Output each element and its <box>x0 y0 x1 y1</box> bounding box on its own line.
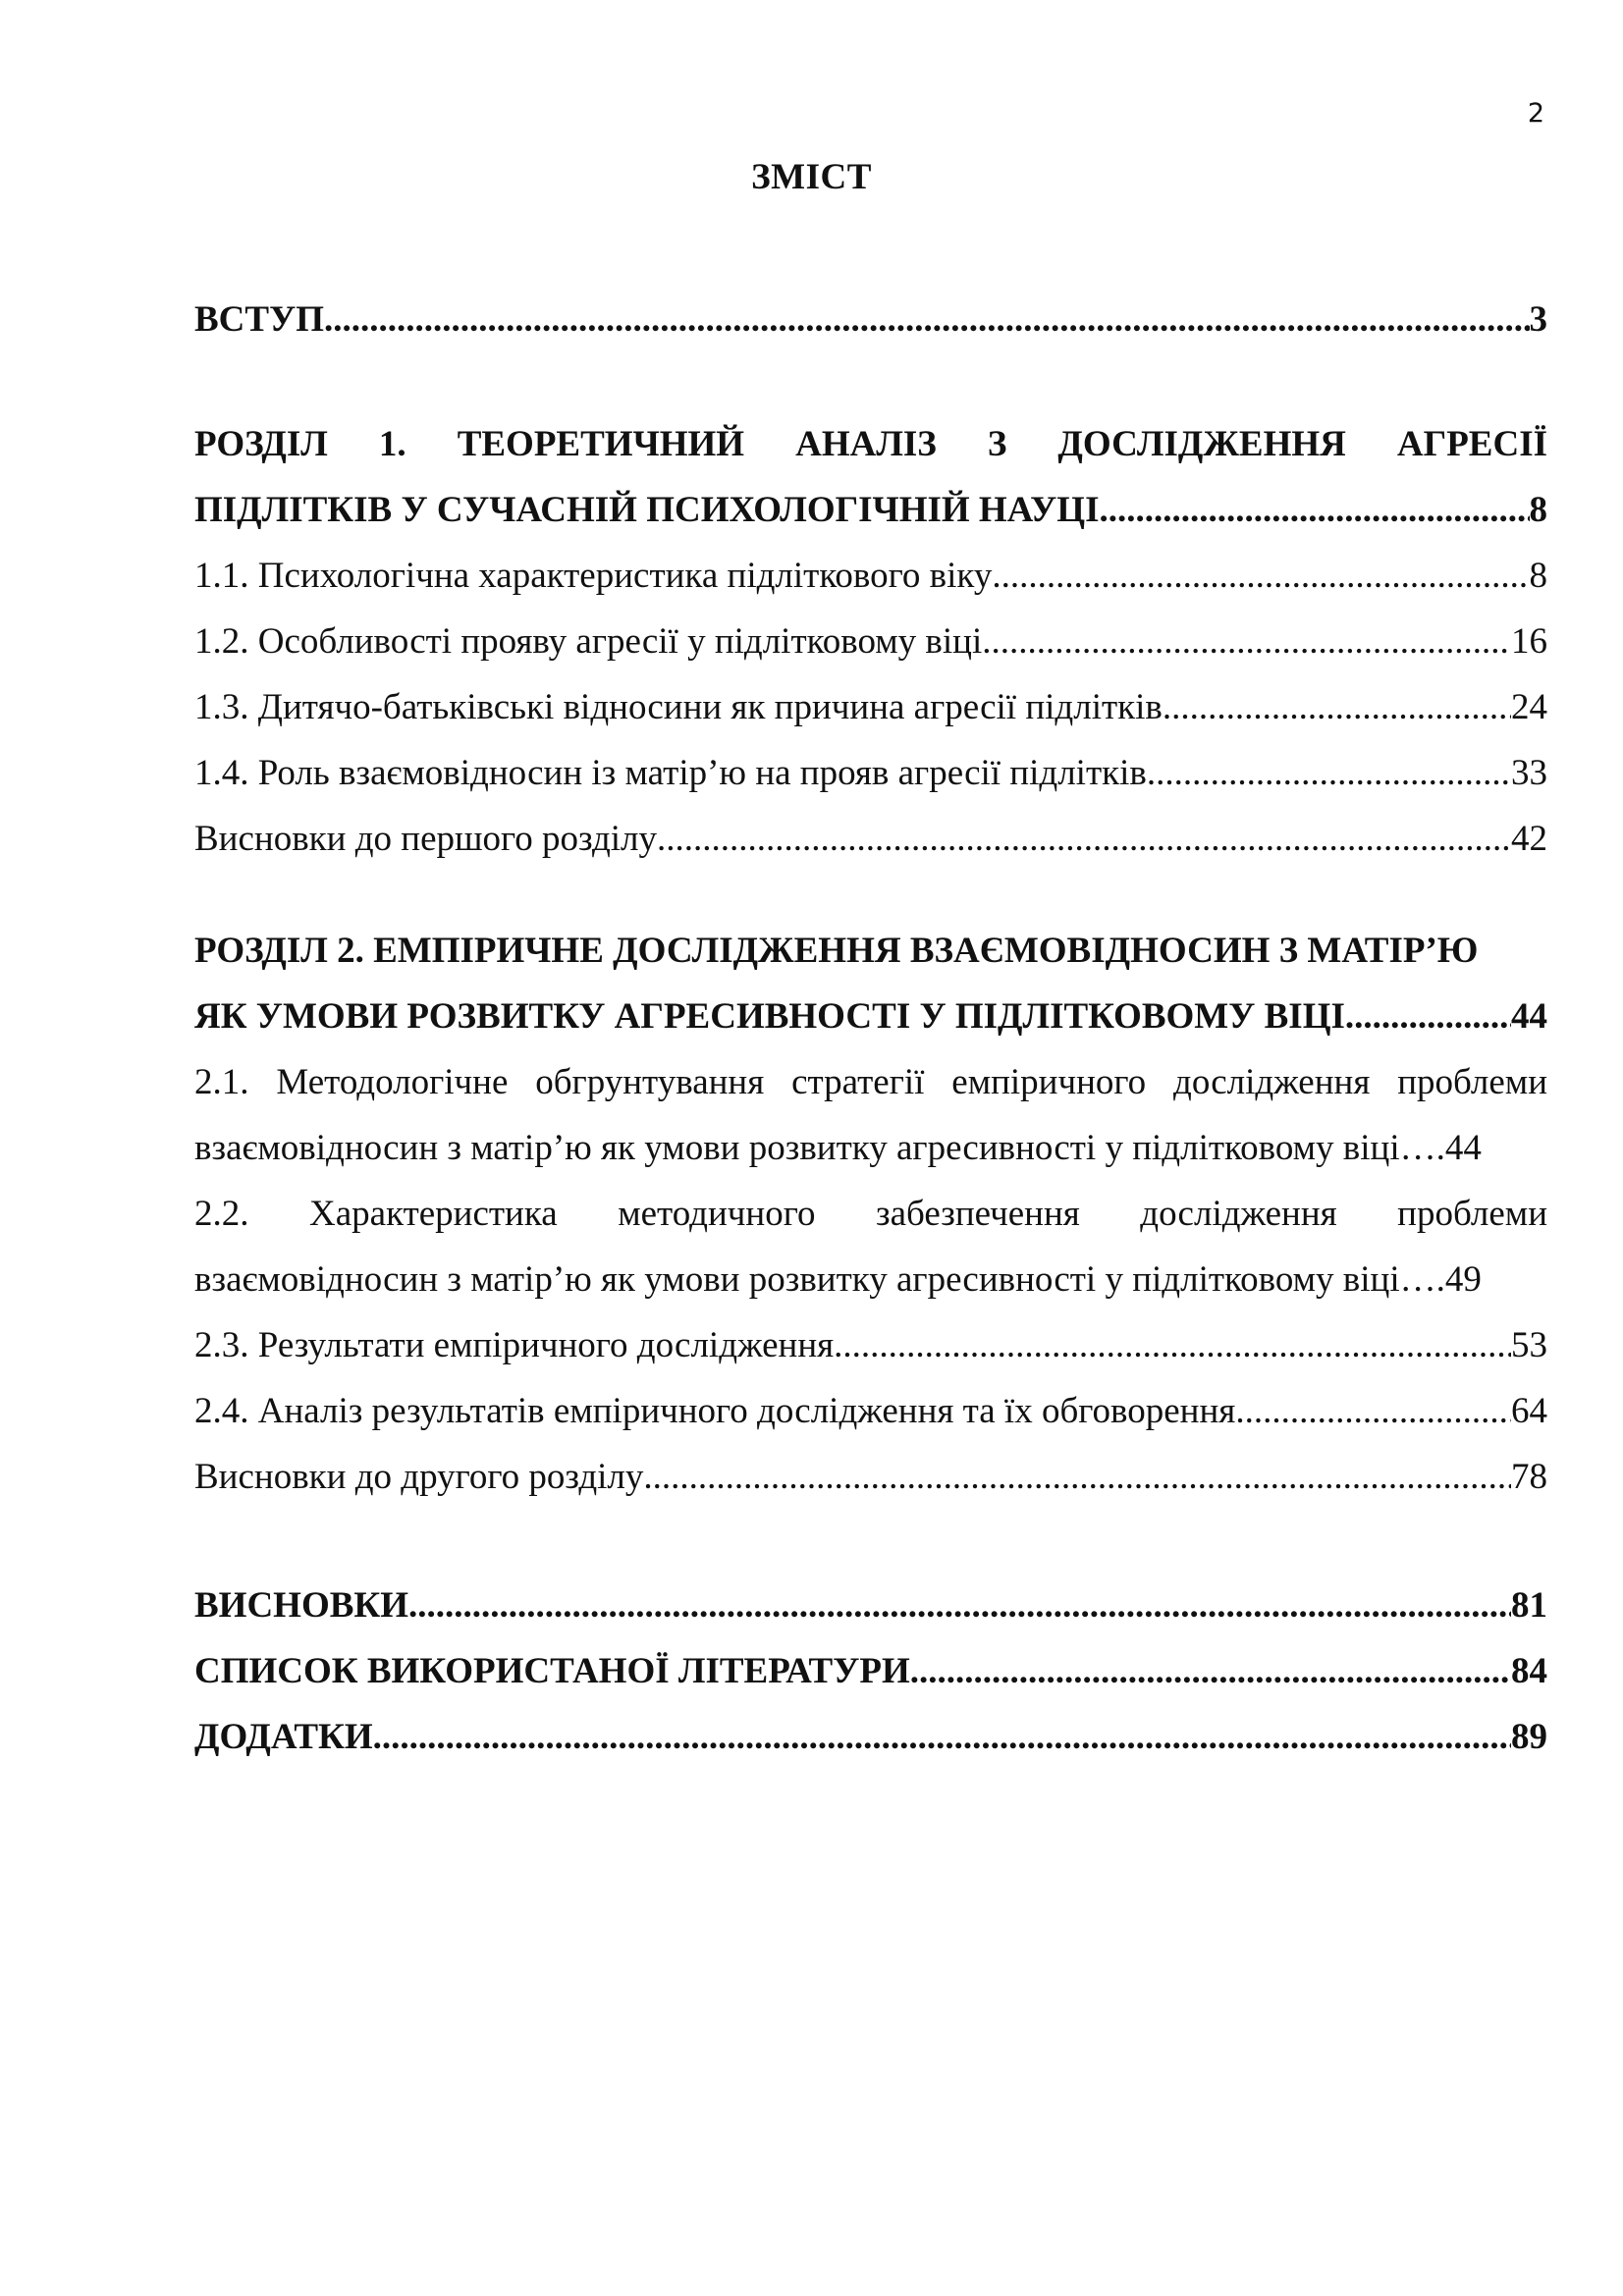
toc-entry-label: 1.1. Психологічна характеристика підліткового віку <box>194 556 993 596</box>
toc-entry-1-3[interactable] <box>194 674 1547 740</box>
toc-chapter-1-heading[interactable] <box>194 411 1547 477</box>
toc-entry-label: 1.3. Дитячо-батьківські відносини як причина агресії підлітків <box>194 687 1163 727</box>
dot-leader <box>1163 674 1511 740</box>
dot-leader <box>373 1704 1511 1770</box>
toc-entry-chapter-2-conclusions[interactable] <box>194 1444 1547 1510</box>
toc-entry-2-1-line1[interactable] <box>194 1049 1547 1115</box>
toc-chapter-1-heading-line2: ПІДЛІТКІВ У СУЧАСНІЙ ПСИХОЛОГІЧНІЙ НАУЦІ <box>194 490 1100 530</box>
toc-page-number: 44 <box>1444 1128 1482 1168</box>
dot-leader <box>1099 477 1529 543</box>
toc-chapter-2-heading-line2: ЯК УМОВИ РОЗВИТКУ АГРЕСИВНОСТІ У ПІДЛІТКОВОМУ ВІЦІ <box>194 996 1345 1037</box>
toc-entry-2-3[interactable] <box>194 1312 1547 1378</box>
toc-page-number: 8 <box>1529 556 1547 596</box>
toc-entry-label: 2.3. Результати емпіричного дослідження <box>194 1325 835 1365</box>
dot-leader <box>657 806 1511 872</box>
ellipsis-leader: …. <box>1399 1259 1445 1300</box>
dot-leader <box>643 1444 1511 1510</box>
toc-page-number: 81 <box>1511 1585 1547 1626</box>
dot-leader <box>408 1573 1511 1638</box>
toc-entry-label: Висновки до першого розділу <box>194 819 658 859</box>
page-number: 2 <box>1527 98 1544 129</box>
toc-entry-label: взаємовідносин з матір’ю як умови розвитку агресивності у підлітковому віці <box>194 1259 1400 1300</box>
toc-chapter-2-heading[interactable] <box>194 918 1547 984</box>
toc-page-number: 16 <box>1511 621 1547 662</box>
dot-leader <box>910 1638 1511 1704</box>
toc-entry-label: ВИСНОВКИ <box>194 1585 409 1626</box>
dot-leader <box>324 287 1529 352</box>
toc-page-number: 3 <box>1529 299 1547 340</box>
toc-page-number: 24 <box>1511 687 1547 727</box>
toc-entry-2-1[interactable] <box>194 1115 1547 1181</box>
toc-page-number: 53 <box>1511 1325 1547 1365</box>
dot-leader <box>982 609 1511 674</box>
dot-leader <box>834 1312 1511 1378</box>
toc-entry-label: 2.4. Аналіз результатів емпіричного дослідження та їх обговорення <box>194 1391 1236 1431</box>
toc-page-number: 33 <box>1511 753 1547 793</box>
toc-page-number: 64 <box>1511 1391 1547 1431</box>
toc-chapter-1-heading-line1: РОЗДІЛ 1. ТЕОРЕТИЧНИЙ АНАЛІЗ З ДОСЛІДЖЕННЯ АГРЕСІЇ <box>194 424 1547 464</box>
toc-entry-2-2[interactable] <box>194 1247 1547 1312</box>
dot-leader <box>1235 1378 1511 1444</box>
toc-page-number: 78 <box>1511 1457 1547 1497</box>
toc-entry-2-4[interactable] <box>194 1378 1547 1444</box>
toc-page-number: 84 <box>1511 1651 1547 1691</box>
toc-entry-label: взаємовідносин з матір’ю як умови розвитку агресивності у підлітковому віці <box>194 1128 1400 1168</box>
toc-page-number: 49 <box>1444 1259 1482 1300</box>
dot-leader <box>1147 740 1511 806</box>
toc-entry-label: СПИСОК ВИКОРИСТАНОЇ ЛІТЕРАТУРИ <box>194 1651 910 1691</box>
ellipsis-leader: …. <box>1399 1128 1445 1168</box>
dot-leader <box>1345 984 1511 1049</box>
toc-entry-1-4[interactable] <box>194 740 1547 806</box>
page-title: ЗМІСТ <box>751 157 872 197</box>
table-of-contents <box>194 287 1547 1770</box>
toc-entry-chapter-1[interactable] <box>194 477 1547 543</box>
toc-chapter-2-heading-line1: РОЗДІЛ 2. ЕМПІРИЧНЕ ДОСЛІДЖЕННЯ ВЗАЄМОВІДНОСИН З МАТІР’Ю <box>194 931 1479 971</box>
toc-entry-references[interactable] <box>194 1638 1547 1704</box>
toc-entry-intro[interactable] <box>194 287 1547 352</box>
toc-entry-label: 1.4. Роль взаємовідносин із матір’ю на прояв агресії підлітків <box>194 753 1147 793</box>
toc-entry-appendices[interactable] <box>194 1704 1547 1770</box>
toc-page-number: 42 <box>1511 819 1547 859</box>
toc-entry-label: ДОДАТКИ <box>194 1717 373 1757</box>
toc-page-number: 89 <box>1511 1717 1547 1757</box>
toc-entry-conclusions[interactable] <box>194 1573 1547 1638</box>
toc-page-number: 8 <box>1529 490 1547 530</box>
toc-entry-label: ВСТУП <box>194 299 325 340</box>
toc-entry-label: 1.2. Особливості прояву агресії у підлітковому віці <box>194 621 983 662</box>
toc-page-number: 44 <box>1511 996 1547 1037</box>
toc-entry-label: Висновки до другого розділу <box>194 1457 644 1497</box>
toc-entry-chapter-1-conclusions[interactable] <box>194 806 1547 872</box>
toc-entry-label: 2.2. Характеристика методичного забезпечення дослідження проблеми <box>194 1194 1547 1234</box>
toc-entry-2-2-line1[interactable] <box>194 1181 1547 1247</box>
dot-leader <box>992 543 1529 609</box>
toc-entry-chapter-2[interactable] <box>194 984 1547 1049</box>
toc-entry-1-1[interactable] <box>194 543 1547 609</box>
toc-entry-1-2[interactable] <box>194 609 1547 674</box>
toc-entry-label: 2.1. Методологічне обгрунтування стратегії емпіричного дослідження проблеми <box>194 1062 1547 1102</box>
